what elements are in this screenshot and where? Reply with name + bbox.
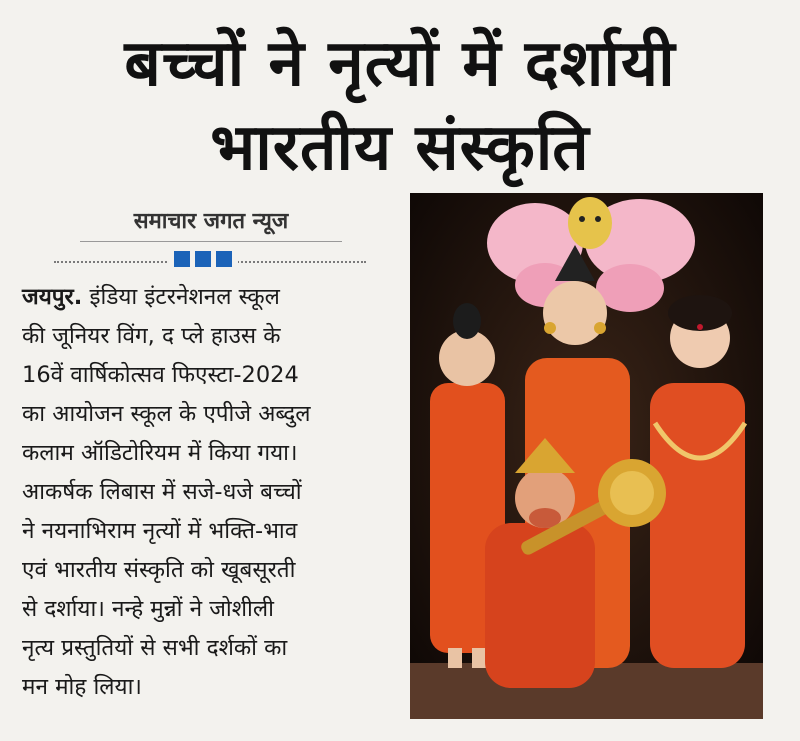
article-line: की जूनियर विंग, द प्ले हाउस के [22, 323, 281, 349]
article-line: कलाम ऑडिटोरियम में किया गया। [22, 440, 298, 466]
stage-performance-photo [410, 193, 763, 719]
ornament-square [174, 251, 190, 267]
article-body [22, 278, 382, 707]
dateline: जयपुर. [22, 284, 83, 310]
headline-line-2: भारतीय संस्कृति [210, 111, 590, 185]
article-line: का आयोजन स्कूल के एपीजे अब्दुल [22, 401, 311, 427]
article-line: ने नयनाभिराम नृत्यों में भक्ति-भाव [22, 518, 298, 544]
article-line: से दर्शाया। नन्हे मुन्नों ने जोशीली [22, 596, 274, 622]
article-line: मन मोह लिया। [22, 674, 142, 700]
article-line-text: इंडिया इंटरनेशनल स्कूल [89, 284, 280, 310]
photo-illustration [410, 193, 763, 719]
headline-line-1: बच्चों ने नृत्यों में दर्शायी [124, 27, 676, 101]
ornament-square [195, 251, 211, 267]
byline: समाचार जगत न्यूज [80, 205, 342, 242]
ornament-square [216, 251, 232, 267]
article-line: नृत्य प्रस्तुतियों से सभी दर्शकों का [22, 635, 288, 661]
headline [0, 22, 800, 190]
blue-squares-ornament [168, 251, 238, 267]
article-line [22, 278, 382, 317]
article-line: आकर्षक लिबास में सजे-धजे बच्चों [22, 479, 302, 505]
article-line: 16वें वार्षिकोत्सव फिएस्टा-2024 [22, 362, 299, 388]
article-line: एवं भारतीय संस्कृति को खूबसूरती [22, 557, 296, 583]
